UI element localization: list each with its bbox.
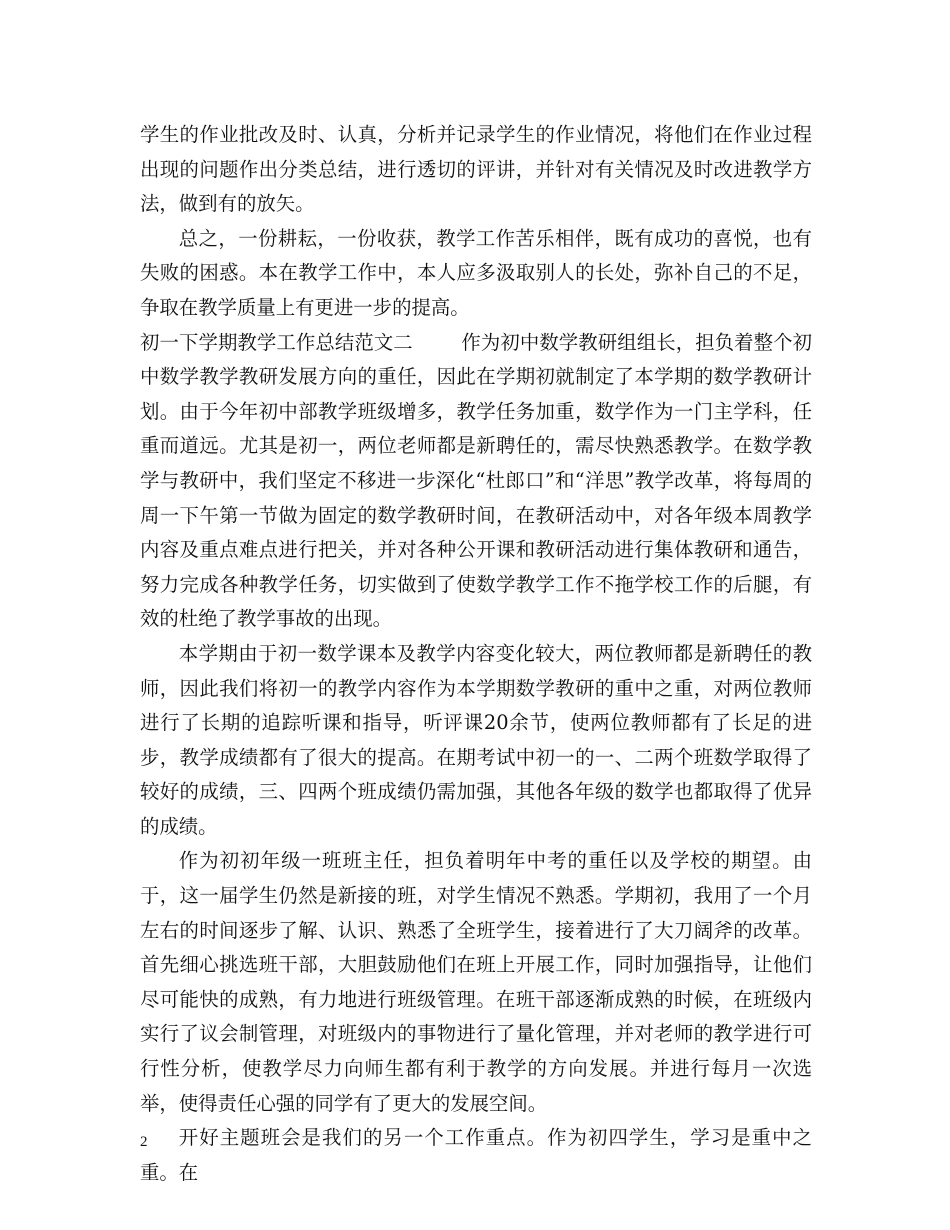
paragraph-text: 作为初中数学教研组组长，担负着整个初中数学教学教研发展方向的重任，因此在学期初就制定了本学期的数学教研计划。由于今年初中部教学班级增多，教学任务加重，数学作为一门主学科，任重而道远。尤其是初一，两位老师都是新聘任的，需尽快熟悉教学。在数学教学与教研中，我们坚定不移进一步深化“杜郎口”和“洋思”教学改革，将每周的周一下午第一节做为固定的数学教研时间，在教研活动中，对各年级本周教学内容及重点难点进行把关，并对各种公开课和教研活动进行集体教研和通告，努力完成各种教学任务，切实做到了使数学教学工作不拖学校工作的后腿，有效的杜绝了教学事故的出现。	[140, 330, 813, 631]
paragraph: 本学期由于初一数学课本及教学内容变化较大，两位教师都是新聘任的教师，因此我们将初一的教学内容作为本学期数学教研的重中之重，对两位教师进行了长期的追踪听课和指导，听评课20余节，使两位教师都有了长足的进步，教学成绩都有了很大的提高。在期考试中初一的一、二两个班数学取得了较好的成绩，三、四两个班成绩仍需加强，其他各年级的数学也都取得了优异的成绩。	[140, 641, 812, 838]
paragraph: 作为初初年级一班班主任，担负着明年中考的重任以及学校的期望。由于，这一届学生仍然是新接的班，对学生情况不熟悉。学期初，我用了一个月左右的时间逐步了解、认识、熟悉了全班学生，接着进行了大刀阔斧的改革。首先细心挑选班干部，大胆鼓励他们在班上开展工作，同时加强指导，让他们尽可能快的成熟，有力地进行班级管理。在班干部逐渐成熟的时候，在班级内实行了议会制管理，对班级内的事物进行了量化管理，并对老师的教学进行可行性分析，使教学尽力向师生都有利于教学的方向发展。并进行每月一次选举，使得责任心强的同学有了更大的发展空间。	[140, 849, 812, 1115]
section-heading: 初一下学期教学工作总结范文二	[140, 330, 413, 354]
paragraph-with-heading	[140, 326, 812, 637]
section-spacer	[413, 331, 461, 354]
body-text	[140, 118, 812, 1190]
paragraph: 开好主题班会是我们的另一个工作重点。作为初四学生，学习是重中之重。在	[140, 1126, 812, 1184]
paragraph: 总之，一份耕耘，一份收获，教学工作苦乐相伴，既有成功的喜悦，也有失败的困惑。本在教学工作中，本人应多汲取别人的长处，弥补自己的不足，争取在教学质量上有更进一步的提高。	[140, 226, 812, 319]
paragraph: 学生的作业批改及时、认真，分析并记录学生的作业情况，将他们在作业过程出现的问题作出分类总结，进行透切的评讲，并针对有关情况及时改进教学方法，做到有的放矢。	[140, 123, 812, 216]
page-number: 2	[140, 1134, 148, 1150]
